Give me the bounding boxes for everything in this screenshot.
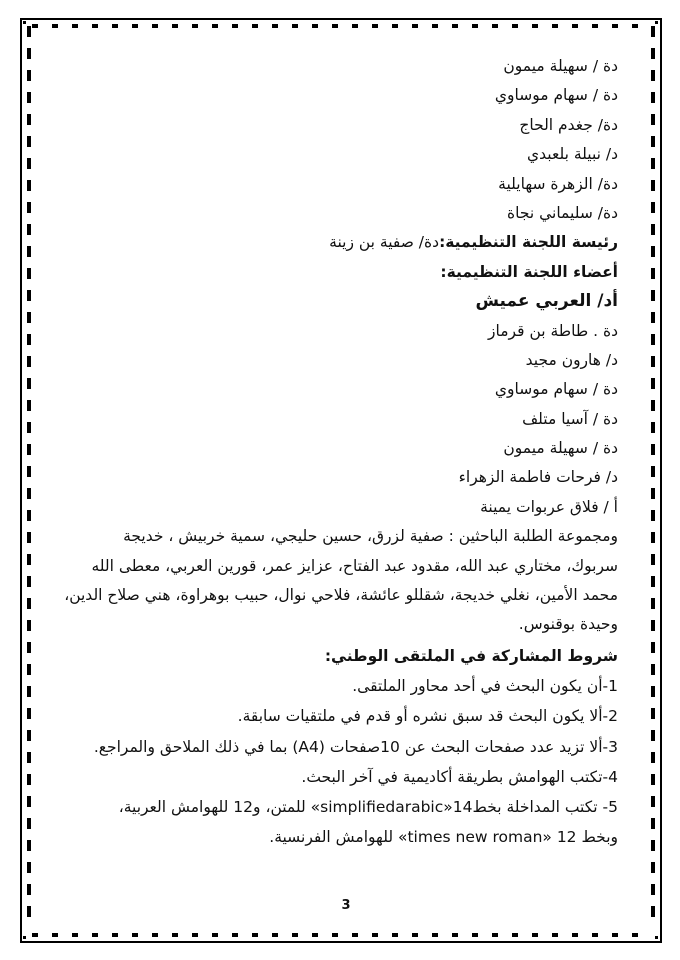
border-dash xyxy=(651,180,655,191)
border-dash xyxy=(651,400,655,411)
border-dash xyxy=(472,933,478,937)
border-dash xyxy=(651,158,655,169)
condition-5-end: للمتن، و12 للهوامش العربية، xyxy=(118,798,311,816)
border-dash xyxy=(27,510,31,521)
border-dash xyxy=(27,840,31,851)
border-dash xyxy=(27,422,31,433)
condition-5-continued xyxy=(58,822,618,852)
border-top-line xyxy=(20,18,662,20)
border-right-dashes xyxy=(651,26,655,934)
border-dash xyxy=(27,598,31,609)
border-dash xyxy=(392,24,398,28)
students-line: وحيدة بوقنوس. xyxy=(518,615,618,634)
border-dash xyxy=(651,906,655,917)
border-dash xyxy=(572,933,578,937)
border-dash xyxy=(72,24,78,28)
border-dash xyxy=(492,24,498,28)
border-dash xyxy=(27,796,31,807)
border-dash xyxy=(112,24,118,28)
border-dash xyxy=(32,24,38,28)
border-dash xyxy=(651,224,655,235)
border-corner xyxy=(655,21,658,24)
border-dash xyxy=(192,933,198,937)
border-dash xyxy=(32,933,38,937)
border-dash xyxy=(532,933,538,937)
border-dash xyxy=(27,906,31,917)
border-dash xyxy=(651,334,655,345)
border-dash xyxy=(651,70,655,81)
border-dash xyxy=(532,24,538,28)
border-dash xyxy=(651,312,655,323)
organizing-member: د/ فرحات فاطمة الزهراء xyxy=(458,468,618,487)
border-dash xyxy=(27,884,31,895)
border-dash xyxy=(27,620,31,631)
condition-5c-start: وبخط 12 xyxy=(556,828,618,847)
border-dash xyxy=(27,378,31,389)
committee-member: دة / سهيلة ميمون xyxy=(503,57,618,75)
border-dash xyxy=(27,686,31,697)
border-dash xyxy=(632,933,638,937)
border-bottom-dashes xyxy=(32,933,650,937)
border-dash xyxy=(392,933,398,937)
border-dash xyxy=(112,933,118,937)
border-dash xyxy=(651,422,655,433)
border-dash xyxy=(27,576,31,587)
border-corner xyxy=(23,936,26,939)
border-left-dashes xyxy=(27,26,31,934)
border-dash xyxy=(192,24,198,28)
committee-member: دة / سهام موساوي xyxy=(494,86,618,105)
border-dash xyxy=(651,92,655,103)
organizing-member: أ / فلاق عربوات يمينة xyxy=(480,497,618,516)
border-dash xyxy=(651,268,655,279)
border-dash xyxy=(152,933,158,937)
border-dash xyxy=(52,933,58,937)
border-dash xyxy=(292,24,298,28)
border-dash xyxy=(27,92,31,103)
committee-member: دة/ سليماني نجاة xyxy=(507,203,618,222)
border-dash xyxy=(27,202,31,213)
border-dash xyxy=(512,933,518,937)
border-dash xyxy=(352,24,358,28)
organizing-member: دة / آسيا متلف xyxy=(522,409,618,428)
border-dash xyxy=(651,356,655,367)
border-dash xyxy=(651,796,655,807)
page-number: 3 xyxy=(341,898,351,913)
border-dash xyxy=(132,933,138,937)
organizing-member: دة . طاطة بن قرماز xyxy=(488,321,618,340)
border-dash xyxy=(651,686,655,697)
border-dash xyxy=(27,356,31,367)
border-dash xyxy=(27,400,31,411)
arabic-font-name: «simplifiedarabic» xyxy=(310,798,453,816)
border-dash xyxy=(232,24,238,28)
border-dash xyxy=(27,862,31,873)
paper-size-code: A4 xyxy=(298,737,319,756)
organizing-head-label: رئيسة اللجنة التنظيمية: xyxy=(439,233,618,252)
organizing-member: د/ هارون مجيد xyxy=(525,350,618,369)
border-dash xyxy=(27,488,31,499)
border-dash xyxy=(651,884,655,895)
border-dash xyxy=(572,24,578,28)
border-dash xyxy=(651,26,655,37)
committee-member: دة/ الزهرة سهايلية xyxy=(498,174,618,193)
border-dash xyxy=(312,933,318,937)
border-dash xyxy=(651,774,655,785)
organizing-member: دة / سهيلة ميمون xyxy=(503,439,618,458)
border-dash xyxy=(592,933,598,937)
condition-2: 2-ألا يكون البحث قد سبق نشره أو قدم في ملتقيات سابقة. xyxy=(237,707,618,726)
border-corner xyxy=(23,21,26,24)
border-dash xyxy=(292,933,298,937)
condition-1: 1-أن يكون البحث في أحد محاور الملتقى. xyxy=(352,677,618,696)
students-line: سربوك، مختاري عبد الله، مقدود عبد الفتاح، عزايز عمر، قورين العربي، معطى الله xyxy=(91,556,618,575)
border-dash xyxy=(651,510,655,521)
organizing-member: دة / سهام موساوي xyxy=(494,380,618,399)
border-dash xyxy=(27,114,31,125)
border-dash xyxy=(172,933,178,937)
border-dash xyxy=(27,818,31,829)
border-dash xyxy=(651,532,655,543)
border-dash xyxy=(272,933,278,937)
border-dash xyxy=(412,933,418,937)
border-dash xyxy=(27,664,31,675)
border-dash xyxy=(27,642,31,653)
border-dash xyxy=(632,24,638,28)
border-dash xyxy=(27,444,31,455)
border-dash xyxy=(27,532,31,543)
border-dash xyxy=(651,554,655,565)
students-line: محمد الأمين، نغلي خديجة، شقللو عائشة، فلاحي نوال، حبيب بوهراوة، هني صلاح الدين، xyxy=(64,586,618,605)
condition-3-end: ) بما في ذلك الملاحق والمراجع. xyxy=(93,737,299,756)
border-dash xyxy=(27,334,31,345)
border-dash xyxy=(651,444,655,455)
border-dash xyxy=(452,24,458,28)
border-dash xyxy=(212,933,218,937)
border-dash xyxy=(27,70,31,81)
border-dash xyxy=(412,24,418,28)
border-dash xyxy=(232,933,238,937)
border-dash xyxy=(92,24,98,28)
latin-font-name: «times new roman» xyxy=(397,828,552,847)
border-dash xyxy=(27,752,31,763)
border-dash xyxy=(332,24,338,28)
border-dash xyxy=(651,840,655,851)
border-dash xyxy=(452,933,458,937)
border-dash xyxy=(172,24,178,28)
border-dash xyxy=(612,24,618,28)
border-dash xyxy=(651,488,655,499)
condition-5-start: 5- تكتب المداخلة بخط14 xyxy=(452,798,618,816)
border-dash xyxy=(332,933,338,937)
border-dash xyxy=(492,933,498,937)
border-dash xyxy=(27,268,31,279)
border-dash xyxy=(651,576,655,587)
border-right-line xyxy=(660,18,662,943)
organizing-head xyxy=(58,228,618,257)
border-dash xyxy=(651,598,655,609)
border-dash xyxy=(27,136,31,147)
border-dash xyxy=(92,933,98,937)
border-dash xyxy=(27,774,31,785)
border-dash xyxy=(152,24,158,28)
border-dash xyxy=(651,818,655,829)
border-dash xyxy=(651,378,655,389)
border-dash xyxy=(27,554,31,565)
border-dash xyxy=(432,933,438,937)
border-dash xyxy=(27,246,31,257)
border-top-dashes xyxy=(32,24,650,28)
border-dash xyxy=(352,933,358,937)
border-dash xyxy=(27,730,31,741)
border-dash xyxy=(27,224,31,235)
border-dash xyxy=(552,24,558,28)
condition-5c-end: للهوامش الفرنسية. xyxy=(269,828,398,847)
border-dash xyxy=(72,933,78,937)
organizing-head-name: دة/ صفية بن زينة xyxy=(329,233,440,252)
conditions-title: شروط المشاركة في الملتقى الوطني: xyxy=(324,646,618,665)
border-dash xyxy=(651,466,655,477)
border-dash xyxy=(372,24,378,28)
border-dash xyxy=(472,24,478,28)
border-dash xyxy=(651,136,655,147)
border-dash xyxy=(651,202,655,213)
border-dash xyxy=(552,933,558,937)
condition-3 xyxy=(58,732,618,762)
border-dash xyxy=(27,48,31,59)
organizing-lead: أد/ العربي عميش xyxy=(475,291,618,312)
border-dash xyxy=(651,862,655,873)
border-dash xyxy=(651,48,655,59)
condition-3-start: 3-ألا تزيد عدد صفحات البحث عن 10صفحات ( xyxy=(318,737,618,756)
border-dash xyxy=(27,158,31,169)
border-dash xyxy=(52,24,58,28)
border-bottom-line xyxy=(20,941,662,943)
border-dash xyxy=(27,290,31,301)
border-dash xyxy=(512,24,518,28)
border-dash xyxy=(27,26,31,37)
border-dash xyxy=(272,24,278,28)
border-dash xyxy=(651,290,655,301)
border-dash xyxy=(651,752,655,763)
border-dash xyxy=(312,24,318,28)
border-dash xyxy=(27,708,31,719)
page-content xyxy=(58,52,618,852)
border-dash xyxy=(252,933,258,937)
border-dash xyxy=(432,24,438,28)
committee-member: دة/ جغدم الحاج xyxy=(519,115,618,134)
border-dash xyxy=(612,933,618,937)
organizing-members-title: أعضاء اللجنة التنظيمية: xyxy=(440,262,618,281)
border-left-line xyxy=(20,18,22,943)
border-dash xyxy=(372,933,378,937)
border-dash xyxy=(651,246,655,257)
border-dash xyxy=(27,312,31,323)
condition-4: 4-تكتب الهوامش بطريقة أكاديمية في آخر البحث. xyxy=(301,767,618,786)
border-dash xyxy=(592,24,598,28)
border-dash xyxy=(651,664,655,675)
border-dash xyxy=(212,24,218,28)
border-dash xyxy=(651,708,655,719)
border-dash xyxy=(132,24,138,28)
border-dash xyxy=(651,730,655,741)
condition-5 xyxy=(58,792,618,822)
border-dash xyxy=(651,620,655,631)
border-dash xyxy=(651,114,655,125)
border-dash xyxy=(27,466,31,477)
border-dash xyxy=(27,180,31,191)
students-line: ومجموعة الطلبة الباحثين : صفية لزرق، حسين حليجي، سمية خربيش ، خديجة xyxy=(123,527,618,546)
border-corner xyxy=(655,936,658,939)
border-dash xyxy=(651,642,655,653)
border-dash xyxy=(252,24,258,28)
committee-member: د/ نبيلة بلعبدي xyxy=(527,145,618,164)
